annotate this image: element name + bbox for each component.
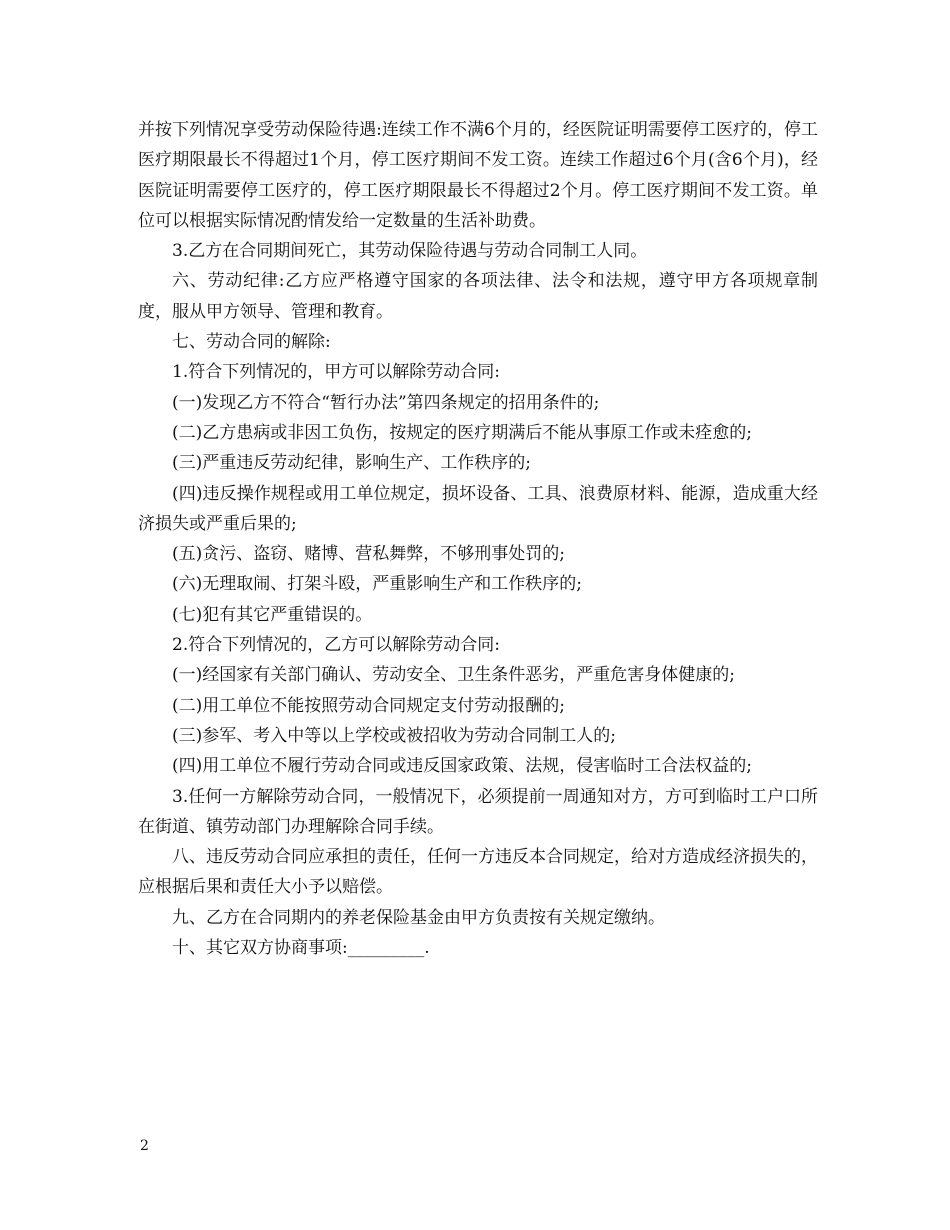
paragraph-party-a-termination: 1.符合下列情况的，甲方可以解除劳动合同: (172, 362, 500, 383)
page-number: 2 (140, 1138, 149, 1154)
list-item-b-1: (一)经国家有关部门确认、劳动安全、卫生条件恶劣，严重危害身体健康的; (172, 665, 735, 686)
list-item-a-4: (四)违反操作规程或用工单位规定，损坏设备、工具、浪费原材料、能源，造成重大经济损失或严重后果的; (138, 483, 818, 534)
document-body (138, 115, 818, 963)
list-item-b-2: (二)用工单位不能按照劳动合同规定支付劳动报酬的; (172, 695, 565, 716)
list-item-a-6: (六)无理取闹、打架斗殴，严重影响生产和工作秩序的; (172, 574, 582, 595)
section-heading-contract-termination: 七、劳动合同的解除: (172, 332, 331, 353)
list-item-b-3: (三)参军、考入中等以上学校或被招收为劳动合同制工人的; (172, 725, 616, 746)
paragraph-labor-discipline: 六、劳动纪律:乙方应严格遵守国家的各项法律、法令和法规，遵守甲方各项规章制度，服从甲方领导、管理和教育。 (138, 271, 818, 322)
paragraph-breach-liability: 八、违反劳动合同应承担的责任，任何一方违反本合同规定，给对方造成经济损失的，应根据后果和责任大小予以赔偿。 (138, 847, 818, 898)
list-item-a-1: (一)发现乙方不符合“暂行办法”第四条规定的招用条件的; (172, 392, 600, 413)
list-item-a-3: (三)严重违反劳动纪律，影响生产、工作秩序的; (172, 453, 531, 474)
paragraph-death-insurance: 3.乙方在合同期间死亡，其劳动保险待遇与劳动合同制工人同。 (172, 241, 648, 262)
paragraph-other-matters: 十、其它双方协商事项:_________. (172, 938, 430, 959)
list-item-a-7: (七)犯有其它严重错误的。 (172, 604, 373, 625)
list-item-b-4: (四)用工单位不履行劳动合同或违反国家政策、法规，侵害临时工合法权益的; (172, 756, 752, 777)
paragraph-pension-insurance: 九、乙方在合同期内的养老保险基金由甲方负责按有关规定缴纳。 (172, 907, 665, 928)
paragraph-party-b-termination: 2.符合下列情况的，乙方可以解除劳动合同: (172, 635, 500, 656)
list-item-a-2: (二)乙方患病或非因工负伤，按规定的医疗期满后不能从事原工作或未痊愈的; (172, 422, 752, 443)
list-item-a-5: (五)贪污、盗窃、赌博、营私舞弊，不够刑事处罚的; (172, 544, 565, 565)
paragraph-termination-notice: 3.任何一方解除劳动合同，一般情况下，必须提前一周通知对方，方可到临时工户口所在街道、镇劳动部门办理解除合同手续。 (138, 786, 818, 837)
paragraph-sick-leave-terms: 并按下列情况享受劳动保险待遇:连续工作不满6个月的，经医院证明需要停工医疗的，停工医疗期限最长不得超过1个月，停工医疗期间不发工资。连续工作超过6个月(含6个月)，经医院证明需要停工医疗的，停工医疗期限最长不得超过2个月。停工医疗期间不发工资。单位可以根据实际情况酌情发给一定数量的生活补助费。 (138, 120, 818, 231)
